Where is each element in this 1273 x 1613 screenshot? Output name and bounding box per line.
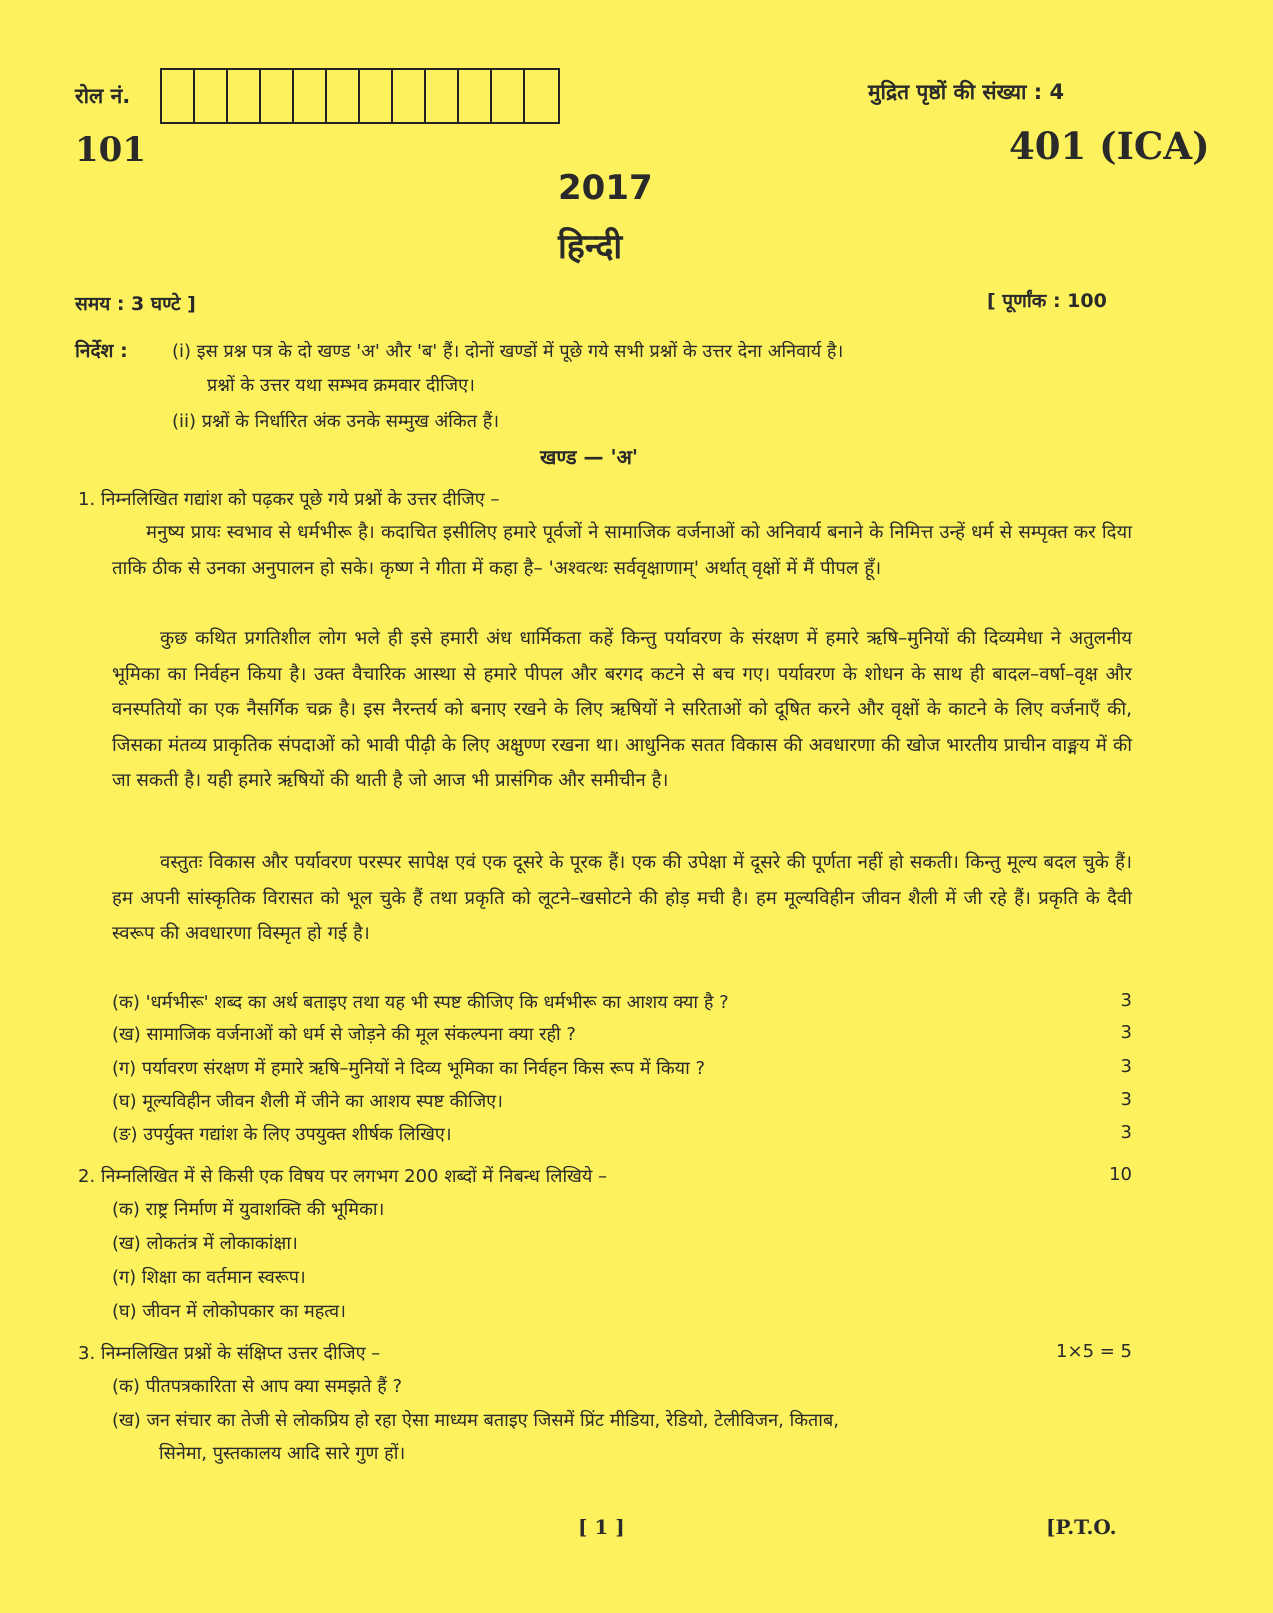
instruction-1: (i) इस प्रश्न पत्र के दो खण्ड 'अ' और 'ब' हैं। दोनों खण्डों में पूछे गये सभी प्रश्नों के उत्तर देना अनिवार्य है। xyxy=(172,341,844,362)
roll-digit-box[interactable] xyxy=(459,70,492,122)
roll-digit-box[interactable] xyxy=(525,70,558,122)
roll-digit-box[interactable] xyxy=(162,70,195,122)
instruction-1-cont: प्रश्नों के उत्तर यथा सम्भव क्रमवार दीजिए। xyxy=(207,375,475,396)
subject-title: हिन्दी xyxy=(558,227,623,267)
question-3-marks: 1×5 = 5 xyxy=(1056,1341,1132,1362)
exam-year: 2017 xyxy=(558,168,653,208)
paper-code: 101 xyxy=(75,130,146,170)
instructions-label: निर्देश : xyxy=(75,340,128,362)
passage-paragraph-1: मनुष्य प्रायः स्वभाव से धर्मभीरू है। कदाचित इसीलिए हमारे पूर्वजों ने सामाजिक वर्जनाओं को अनिवार्य बनाने के निमित्त उन्हें धर्म से सम्पृक्त कर दिया ताकि ठीक से उनका अनुपालन हो सके। कृष्ण ने गीता में कहा है– 'अश्वत्थः सर्ववृक्षाणाम्' अर्थात् वृक्षों में मैं पीपल हूँ। xyxy=(112,522,1132,579)
question-2-prompt: 2. निम्नलिखित में से किसी एक विषय पर लगभग 200 शब्दों में निबन्ध लिखिये – xyxy=(78,1166,607,1187)
max-marks: [ पूर्णांक : 100 xyxy=(987,290,1107,312)
q1-sub-kha: (ख) सामाजिक वर्जनाओं को धर्म से जोड़ने की मूल संकल्पना क्या रही ? xyxy=(112,1024,576,1045)
question-3-prompt: 3. निम्नलिखित प्रश्नों के संक्षिप्त उत्तर दीजिए – xyxy=(78,1343,381,1364)
time-allowed: समय : 3 घण्टे ] xyxy=(75,293,196,315)
q1-sub-ka: (क) 'धर्मभीरू' शब्द का अर्थ बताइए तथा यह भी स्पष्ट कीजिए कि धर्मभीरू का आशय क्या है ? xyxy=(112,992,729,1013)
please-turn-over: [P.T.O. xyxy=(1046,1515,1117,1539)
q2-option-kha: (ख) लोकतंत्र में लोकाकांक्षा। xyxy=(112,1233,298,1254)
roll-digit-box[interactable] xyxy=(492,70,525,122)
roll-digit-box[interactable] xyxy=(228,70,261,122)
printed-pages-count: मुद्रित पृष्ठों की संख्या : 4 xyxy=(868,80,1065,104)
passage-paragraph-2: कुछ कथित प्रगतिशील लोग भले ही इसे हमारी अंध धार्मिकता कहें किन्तु पर्यावरण के संरक्षण में हमारे ऋषि–मुनियों की दिव्यमेधा ने अतुलनीय भूमिका का निर्वहन किया है। उक्त वैचारिक आस्था से हमारे पीपल और बरगद कटने से बच गए। पर्यावरण के शोधन के साथ ही बादल–वर्षा–वृक्ष और वनस्पतियों का एक नैसर्गिक चक्र है। इस नैरन्तर्य को बनाए रखने के लिए ऋषियों ने सरिताओं को दूषित करने और वृक्षों के काटने के लिए वर्जनाएँ की, जिसका मंतव्य प्राकृतिक संपदाओं को भावी पीढ़ी के लिए अक्षुण्ण रखना था। आधुनिक सतत विकास की अवधारणा की खोज भारतीय प्राचीन वाङ्मय में की जा सकती है। यही हमारे ऋषियों की थाती है जो आज भी प्रासंगिक और समीचीन है। xyxy=(112,628,1132,791)
roll-digit-box[interactable] xyxy=(261,70,294,122)
q2-option-gha: (घ) जीवन में लोकोपकार का महत्व। xyxy=(112,1301,346,1322)
roll-digit-box[interactable] xyxy=(393,70,426,122)
q1-sub-nga: (ङ) उपर्युक्त गद्यांश के लिए उपयुक्त शीर्षक लिखिए। xyxy=(112,1124,452,1145)
roll-digit-box[interactable] xyxy=(426,70,459,122)
roll-number-boxes[interactable] xyxy=(160,68,560,124)
q1-sub-nga-marks: 3 xyxy=(1120,1122,1132,1143)
roll-digit-box[interactable] xyxy=(327,70,360,122)
roll-digit-box[interactable] xyxy=(195,70,228,122)
q2-option-ga: (ग) शिक्षा का वर्तमान स्वरूप। xyxy=(112,1267,306,1288)
q1-sub-ga-marks: 3 xyxy=(1120,1056,1132,1077)
series-code: 401 (ICA) xyxy=(1009,124,1210,168)
q3-sub-kha: (ख) जन संचार का तेजी से लोकप्रिय हो रहा ऐसा माध्यम बताइए जिसमें प्रिंट मीडिया, रेडियो, टेलीविजन, किताब, xyxy=(112,1410,839,1431)
question-1-prompt: 1. निम्नलिखित गद्यांश को पढ़कर पूछे गये प्रश्नों के उत्तर दीजिए – xyxy=(78,489,500,510)
roll-digit-box[interactable] xyxy=(360,70,393,122)
roll-number-label: रोल नं. xyxy=(75,84,131,108)
question-2-marks: 10 xyxy=(1109,1164,1132,1185)
roll-digit-box[interactable] xyxy=(294,70,327,122)
q1-sub-ga: (ग) पर्यावरण संरक्षण में हमारे ऋषि–मुनियों ने दिव्य भूमिका का निर्वहन किस रूप में किया ? xyxy=(112,1058,706,1079)
instruction-2: (ii) प्रश्नों के निर्धारित अंक उनके सम्मुख अंकित हैं। xyxy=(172,411,500,432)
q1-sub-gha-marks: 3 xyxy=(1120,1089,1132,1110)
q2-option-ka: (क) राष्ट्र निर्माण में युवाशक्ति की भूमिका। xyxy=(112,1199,385,1220)
q1-sub-ka-marks: 3 xyxy=(1120,990,1132,1011)
q1-sub-kha-marks: 3 xyxy=(1120,1022,1132,1043)
page-number: [ 1 ] xyxy=(578,1515,625,1539)
q3-sub-ka: (क) पीतपत्रकारिता से आप क्या समझते हैं ? xyxy=(112,1376,403,1397)
passage-paragraph-3: वस्तुतः विकास और पर्यावरण परस्पर सापेक्ष एवं एक दूसरे के पूरक हैं। एक की उपेक्षा में दूसरे की पूर्णता नहीं हो सकती। किन्तु मूल्य बदल चुके हैं। हम अपनी सांस्कृतिक विरासत को भूल चुके हैं तथा प्रकृति को लूटने–खसोटने की होड़ मची है। हम मूल्यविहीन जीवन शैली में जी रहे हैं। प्रकृति के दैवी स्वरूप की अवधारणा विस्मृत हो गई है। xyxy=(112,852,1132,944)
q1-sub-gha: (घ) मूल्यविहीन जीवन शैली में जीने का आशय स्पष्ट कीजिए। xyxy=(112,1091,503,1112)
section-a-title: खण्ड — 'अ' xyxy=(540,445,639,469)
q3-sub-kha-cont: सिनेमा, पुस्तकालय आदि सारे गुण हों। xyxy=(159,1443,406,1464)
